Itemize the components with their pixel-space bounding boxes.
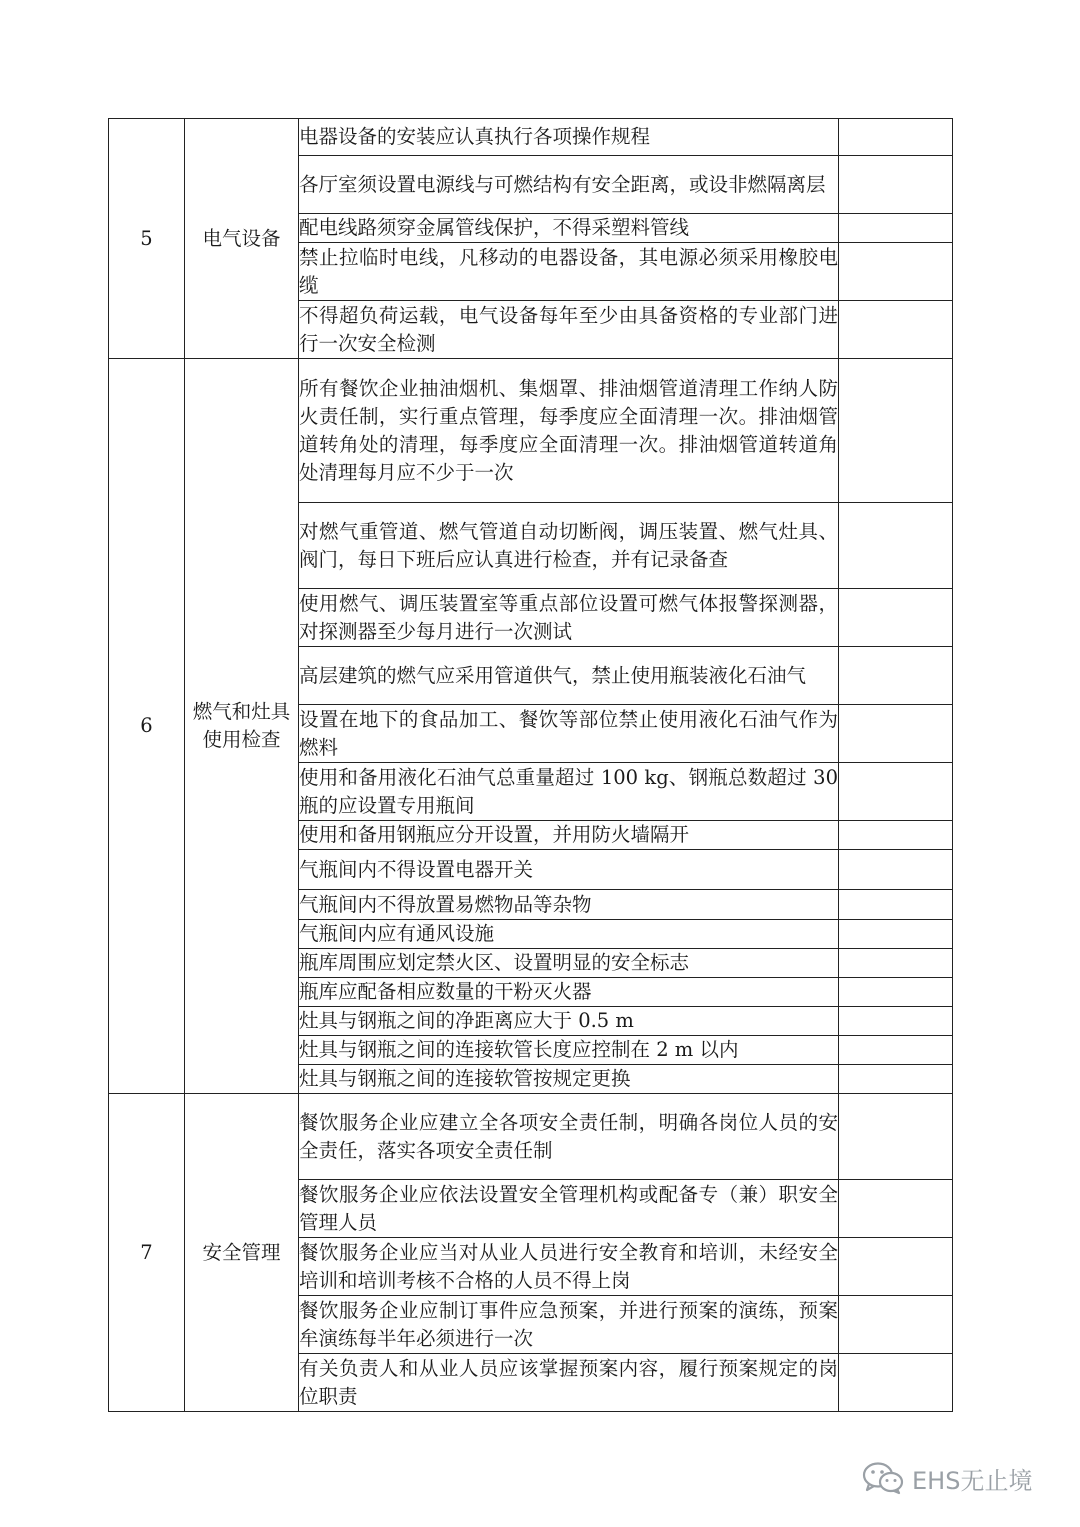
check-result-cell	[839, 1354, 953, 1412]
section-number: 7	[109, 1094, 185, 1412]
check-result-cell	[839, 1238, 953, 1296]
section-number: 5	[109, 119, 185, 359]
check-result-cell	[839, 763, 953, 821]
check-item: 灶具与钢瓶之间的连接软管按规定更换	[299, 1065, 839, 1094]
check-item: 餐饮服务企业应依法设置安全管理机构或配备专（兼）职安全管理人员	[299, 1180, 839, 1238]
wechat-icon	[862, 1461, 904, 1495]
section-category: 燃气和灶具使用检查	[185, 359, 299, 1094]
check-item: 餐饮服务企业应制订事件应急预案，并进行预案的演练，预案牟演练每半年必须进行一次	[299, 1296, 839, 1354]
check-result-cell	[839, 949, 953, 978]
check-item: 使用和备用液化石油气总重量超过 100 kg、钢瓶总数超过 30 瓶的应设置专用瓶间	[299, 763, 839, 821]
check-result-cell	[839, 1007, 953, 1036]
check-result-cell	[839, 589, 953, 647]
check-result-cell	[839, 850, 953, 890]
check-item: 气瓶间内应有通风设施	[299, 920, 839, 949]
check-item: 设置在地下的食品加工、餐饮等部位禁止使用液化石油气作为燃料	[299, 705, 839, 763]
check-result-cell	[839, 214, 953, 243]
check-result-cell	[839, 821, 953, 850]
check-item: 灶具与钢瓶之间的连接软管长度应控制在 2 m 以内	[299, 1036, 839, 1065]
check-result-cell	[839, 1180, 953, 1238]
section-number: 6	[109, 359, 185, 1094]
check-result-cell	[839, 156, 953, 214]
watermark-text: EHS无止境	[912, 1466, 1033, 1495]
check-item: 高层建筑的燃气应采用管道供气，禁止使用瓶装液化石油气	[299, 647, 839, 705]
check-result-cell	[839, 503, 953, 589]
check-item: 禁止拉临时电线，凡移动的电器设备，其电源必须采用橡胶电缆	[299, 243, 839, 301]
table-row	[109, 359, 953, 503]
check-result-cell	[839, 119, 953, 156]
inspection-checklist-table	[108, 118, 953, 1412]
check-result-cell	[839, 243, 953, 301]
check-item: 使用燃气、调压装置室等重点部位设置可燃气体报警探测器，对探测器至少每月进行一次测试	[299, 589, 839, 647]
check-result-cell	[839, 301, 953, 359]
check-result-cell	[839, 1065, 953, 1094]
check-result-cell	[839, 705, 953, 763]
check-result-cell	[839, 920, 953, 949]
check-result-cell	[839, 647, 953, 705]
check-item: 不得超负荷运载，电气设备每年至少由具备资格的专业部门进行一次安全检测	[299, 301, 839, 359]
check-item: 对燃气重管道、燃气管道自动切断阀，调压装置、燃气灶具、阀门，每日下班后应认真进行检查，并有记录备查	[299, 503, 839, 589]
table-row	[109, 119, 953, 156]
check-item: 所有餐饮企业抽油烟机、集烟罩、排油烟管道清理工作纳人防火责任制，实行重点管理，每季度应全面清理一次。排油烟管道转角处的清理，每季度应全面清理一次。排油烟管道转道角处清理每月应不少于一次	[299, 359, 839, 503]
check-result-cell	[839, 1036, 953, 1065]
check-item: 气瓶间内不得设置电器开关	[299, 850, 839, 890]
check-item: 配电线路须穿金属管线保护，不得采塑料管线	[299, 214, 839, 243]
check-item: 气瓶间内不得放置易燃物品等杂物	[299, 890, 839, 920]
check-item: 餐饮服务企业应当对从业人员进行安全教育和培训，未经安全培训和培训考核不合格的人员不得上岗	[299, 1238, 839, 1296]
check-result-cell	[839, 1094, 953, 1180]
check-item: 各厅室须设置电源线与可燃结构有安全距离，或设非燃隔离层	[299, 156, 839, 214]
watermark	[862, 1458, 1032, 1498]
check-result-cell	[839, 890, 953, 920]
check-result-cell	[839, 978, 953, 1007]
check-result-cell	[839, 359, 953, 503]
check-item: 瓶库周围应划定禁火区、设置明显的安全标志	[299, 949, 839, 978]
check-result-cell	[839, 1296, 953, 1354]
section-category: 电气设备	[185, 119, 299, 359]
check-item: 餐饮服务企业应建立全各项安全责任制，明确各岗位人员的安全责任，落实各项安全责任制	[299, 1094, 839, 1180]
check-item: 电器设备的安装应认真执行各项操作规程	[299, 119, 839, 156]
check-item: 有关负责人和从业人员应该掌握预案内容，履行预案规定的岗位职责	[299, 1354, 839, 1412]
check-item: 使用和备用钢瓶应分开设置，并用防火墙隔开	[299, 821, 839, 850]
section-category: 安全管理	[185, 1094, 299, 1412]
table-row	[109, 1094, 953, 1180]
check-item: 灶具与钢瓶之间的净距离应大于 0.5 m	[299, 1007, 839, 1036]
check-item: 瓶库应配备相应数量的干粉灭火器	[299, 978, 839, 1007]
